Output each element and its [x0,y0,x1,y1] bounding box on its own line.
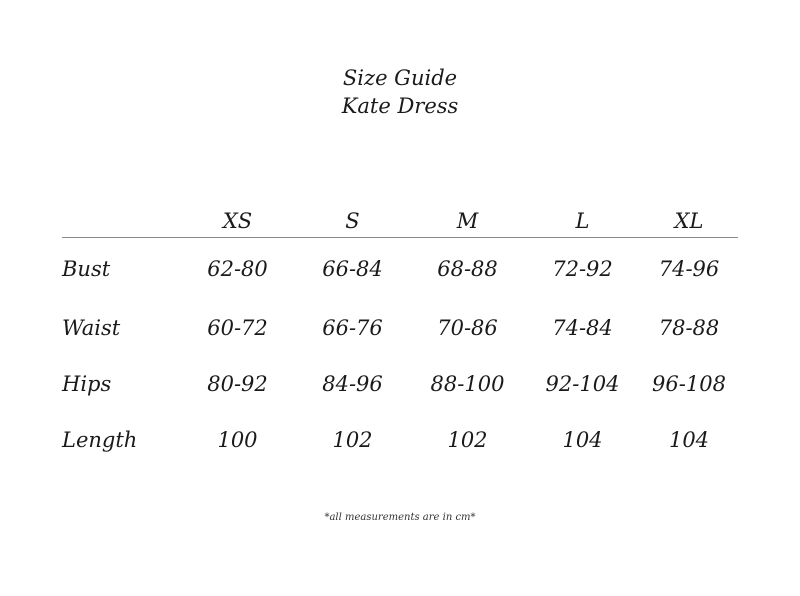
column-header-xs: XS [180,200,295,238]
column-header-xl: XL [640,200,738,238]
table-cell: 72-92 [552,257,613,281]
row-label: Waist [62,316,121,340]
table-row-bust [62,238,738,301]
table-cell: 62-80 [207,257,268,281]
table-cell: 88-100 [430,372,505,396]
table-cell: 104 [562,428,603,452]
table-cell: 80-92 [207,372,268,396]
table-cell: 104 [668,428,710,452]
table-cell: 102 [447,428,488,452]
row-label: Hips [62,372,112,396]
table-cell: 102 [332,428,373,452]
page-title [0,64,800,120]
title-size-guide: Size Guide [342,66,458,90]
table-cell: 68-88 [437,257,498,281]
title-product-name: Kate Dress [341,94,459,118]
table-row-length [62,412,738,468]
measurement-footnote: *all measurements are in cm* [324,512,476,523]
table-cell: 66-84 [322,257,383,281]
column-header-s: S [295,200,410,238]
table-cell: 66-76 [322,316,383,340]
table-row-waist [62,300,738,356]
table-header-row [62,200,738,238]
table-cell: 96-108 [652,372,726,396]
column-header-l: L [525,200,640,238]
table-cell: 60-72 [207,316,268,340]
row-label: Bust [62,257,111,281]
table-cell: 74-96 [658,257,720,281]
table-cell: 74-84 [552,316,613,340]
table-cell: 70-86 [437,316,498,340]
table-cell: 78-88 [658,316,720,340]
table-cell: 92-104 [545,372,620,396]
table-corner [62,200,180,238]
table-row-hips [62,356,738,412]
column-header-m: M [410,200,525,238]
table-cell: 100 [217,428,258,452]
row-label: Length [62,428,138,452]
table-cell: 84-96 [322,372,383,396]
size-chart-table [62,200,738,468]
